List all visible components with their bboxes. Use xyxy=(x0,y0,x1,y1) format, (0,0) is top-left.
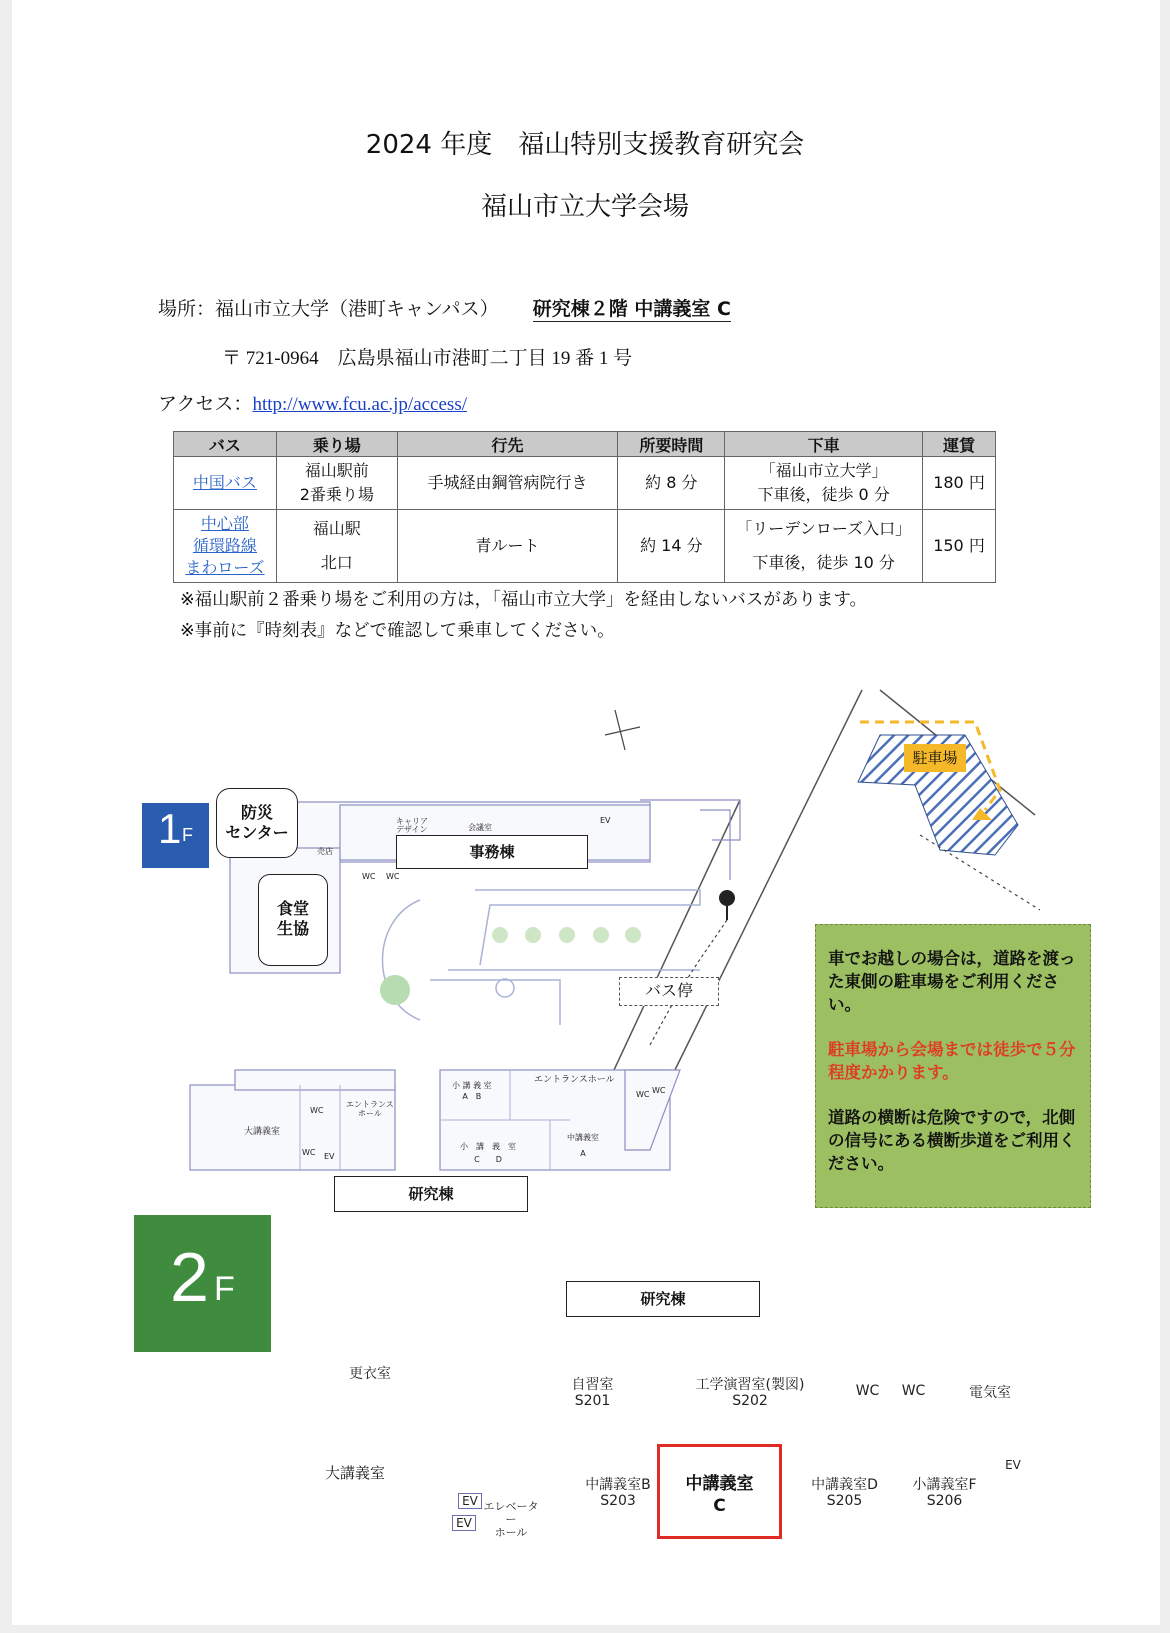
target-room-text: C xyxy=(713,1496,726,1516)
kenkyu-label-1f: 研究棟 xyxy=(334,1176,528,1212)
time-cell: 約 8 分 xyxy=(618,457,725,510)
table-row xyxy=(174,457,996,510)
car-info-warning: 駐車場から会場までは徒歩で５分程度かかります。 xyxy=(828,1040,1076,1082)
room-s206: 小講義室F S206 xyxy=(912,1477,977,1509)
getoff-cell xyxy=(725,457,923,510)
stop-cell xyxy=(276,457,397,510)
room-koui: 更衣室 xyxy=(349,1366,391,1382)
getoff-text: 下車後，徒歩 0 分 xyxy=(757,485,890,504)
room-s202: 工学演習室(製図) S202 xyxy=(695,1377,805,1409)
document-subtitle: 福山市立大学会場 xyxy=(480,192,689,222)
room-wc2: WC xyxy=(901,1383,926,1399)
stop-cell xyxy=(276,510,397,583)
callout-text: 生協 xyxy=(276,919,309,938)
access-label: アクセス： xyxy=(158,393,253,415)
callout-text: 防災 xyxy=(240,803,273,822)
note-1: ※福山駅前２番乗り場をご利用の方は，「福山市立大学」を経由しないバスがあります。 xyxy=(180,590,868,610)
stop-text: 福山駅 xyxy=(312,519,361,538)
compass-icon xyxy=(605,710,640,750)
room-label: 小 講 義 室 C D xyxy=(460,1142,516,1164)
place-label: 場所：福山市立大学（港町キャンパス） xyxy=(158,298,499,320)
getoff-cell xyxy=(725,510,923,583)
target-room-text: 中講義室 xyxy=(685,1474,754,1494)
room-label: エントランス ホール xyxy=(346,1100,394,1118)
room-ev3: EV xyxy=(1005,1458,1021,1472)
room-label: WC xyxy=(386,872,400,881)
room-s201: 自習室 S201 xyxy=(571,1377,614,1409)
header-time: 所要時間 xyxy=(618,432,725,457)
bousai-center-callout xyxy=(216,788,298,858)
time-cell: 約 14 分 xyxy=(618,510,725,583)
room-denki: 電気室 xyxy=(969,1385,1011,1401)
table-row xyxy=(174,510,996,583)
floor-1f-badge xyxy=(142,803,209,868)
dest-cell: 手城経由鋼管病院行き xyxy=(397,457,618,510)
bus-name-text: まわローズ xyxy=(185,558,265,577)
fare-cell: 150 円 xyxy=(923,510,996,583)
callout-text: センター xyxy=(225,823,289,842)
room-label: EV xyxy=(324,1152,335,1161)
target-room-chukougi-c xyxy=(657,1444,782,1539)
room-label: WC xyxy=(362,872,376,881)
room-s203: 中講義室B S203 xyxy=(585,1477,651,1509)
car-info-text: 道路の横断は危険ですので，北側の信号にある横断歩道をご利用ください。 xyxy=(828,1108,1076,1173)
floor-number: 2 xyxy=(170,1238,209,1316)
callout-text: 食堂 xyxy=(276,899,309,918)
floor-2f-badge xyxy=(134,1215,271,1352)
bus-table xyxy=(173,431,996,583)
header-bus: バス xyxy=(174,432,277,457)
bus-name-link[interactable]: 中国バス xyxy=(174,457,277,510)
header-fare: 運賃 xyxy=(923,432,996,457)
room-label: WC xyxy=(302,1148,316,1157)
bus-stop-label: バス停 xyxy=(619,977,719,1006)
room-s205: 中講義室D S205 xyxy=(811,1477,878,1509)
stop-text: 2番乗り場 xyxy=(299,485,374,504)
address-line: 〒 721-0964 広島県福山市港町二丁目 19 番 1 号 xyxy=(222,348,633,369)
room-label: WC xyxy=(652,1086,666,1095)
room-label: 会議室 xyxy=(468,823,492,832)
floor-suffix: F xyxy=(182,825,193,845)
room-ev-hall: エレベーター ホール xyxy=(483,1500,539,1539)
room-label: キャリア デザイン xyxy=(396,817,428,834)
floor-number: 1 xyxy=(158,805,182,852)
room-label: 大講義室 xyxy=(244,1127,281,1137)
document-title: 2024 年度 福山特別支援教育研究会 xyxy=(365,130,805,160)
access-line xyxy=(158,389,467,416)
fare-cell: 180 円 xyxy=(923,457,996,510)
note-2: ※事前に『時刻表』などで確認して乗車してください。 xyxy=(180,621,615,641)
room-label: EV xyxy=(600,816,611,825)
header-dest: 行先 xyxy=(397,432,618,457)
room-ev1: EV xyxy=(458,1493,482,1509)
bus-name-text: 中心部 xyxy=(200,514,249,533)
bus-table-header xyxy=(174,432,996,457)
stop-text: 北口 xyxy=(320,553,353,572)
getoff-text: 「リーデンローズ入口」 xyxy=(736,519,912,538)
access-link[interactable]: http://www.fcu.ac.jp/access/ xyxy=(252,394,467,415)
room-daikougi: 大講義室 xyxy=(324,1464,385,1482)
dest-cell: 青ルート xyxy=(397,510,618,583)
bus-name-link[interactable] xyxy=(174,510,277,583)
place-line xyxy=(158,294,731,321)
floor-suffix: F xyxy=(214,1270,235,1308)
room-label: 小 講 義 室 A B xyxy=(452,1081,492,1101)
jimu-label: 事務棟 xyxy=(396,835,588,869)
header-stop: 乗り場 xyxy=(276,432,397,457)
bus-stop-marker xyxy=(719,890,735,906)
getoff-text: 「福山市立大学」 xyxy=(759,461,888,480)
room-label: 中講義室 A xyxy=(567,1133,599,1158)
shokudo-callout xyxy=(258,874,328,966)
header-getoff: 下車 xyxy=(725,432,923,457)
room-ev2: EV xyxy=(452,1515,476,1531)
getoff-text: 下車後，徒歩 10 分 xyxy=(752,553,895,572)
bus-name-text: 循環路線 xyxy=(192,536,257,555)
room-label: エントランスホール xyxy=(534,1075,615,1085)
place-room: 研究棟２階 中講義室 C xyxy=(532,298,731,320)
room-label: 売店 xyxy=(317,847,333,856)
stop-text: 福山駅前 xyxy=(304,461,369,480)
room-label: WC xyxy=(310,1106,324,1115)
parking-label: 駐車場 xyxy=(904,744,966,772)
room-wc1: WC xyxy=(855,1383,880,1399)
car-info-text: 車でお越しの場合は，道路を渡った東側の駐車場をご利用ください。 xyxy=(828,949,1076,1014)
room-label: WC xyxy=(636,1090,650,1099)
car-info-box xyxy=(815,924,1091,1208)
kenkyu-label-2f: 研究棟 xyxy=(566,1281,760,1317)
